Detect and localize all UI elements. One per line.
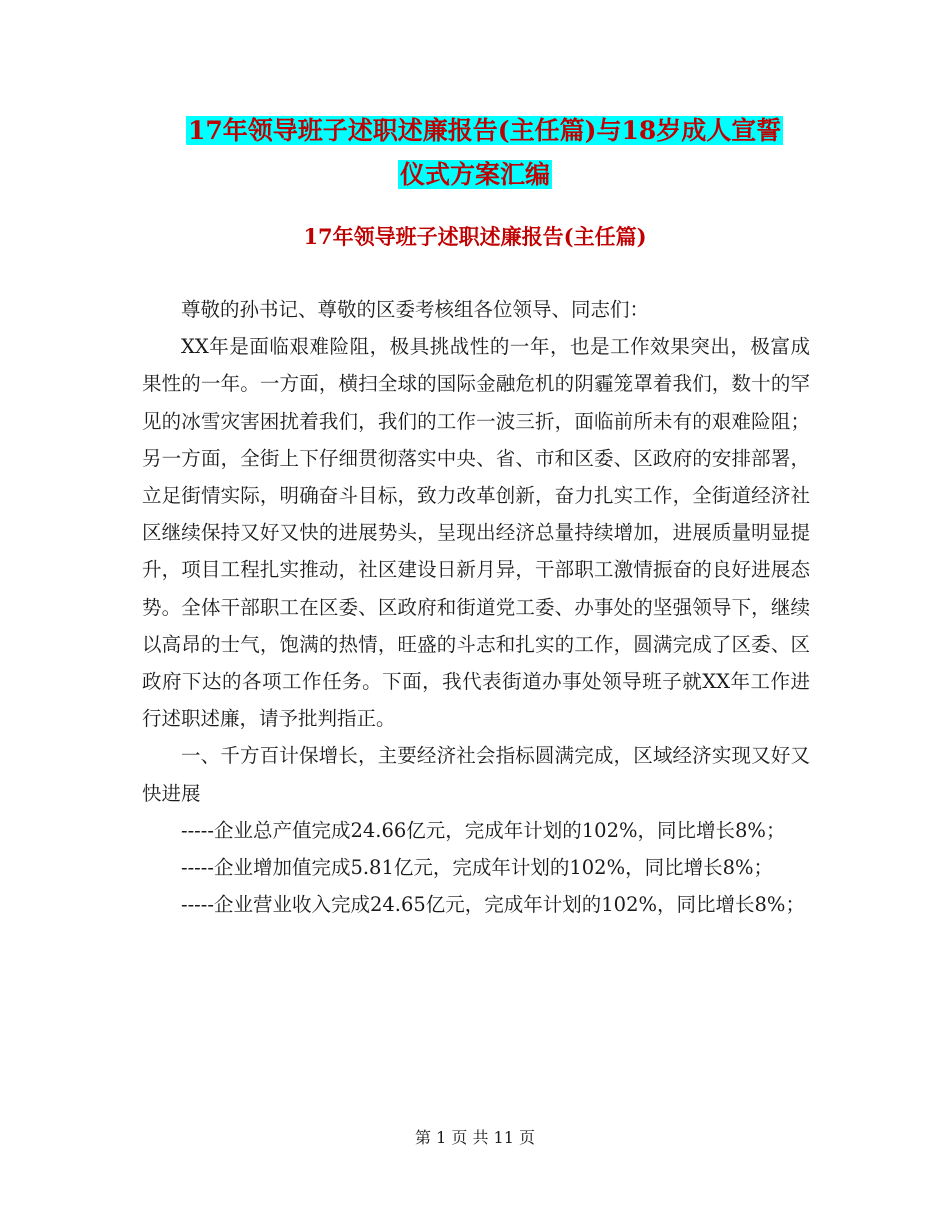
salutation-paragraph: 尊敬的孙书记、尊敬的区委考核组各位领导、同志们：: [181, 298, 650, 321]
document-body: [142, 291, 810, 923]
page-footer: 第 1 页 共 11 页: [415, 1128, 535, 1147]
section-subtitle: 17年领导班子述职述廉报告(主任篇): [303, 224, 647, 249]
intro-paragraph: XX年是面临艰难险阻，极具挑战性的一年，也是工作效果突出，极富成果性的一年。一方面，横扫全球的国际金融危机的阴霾笼罩着我们，数十的罕见的冰雪灾害困扰着我们，我们的工作一波三折，面临前所未有的艰难险阻；另一方面，全街上下仔细贯彻落实中央、省、市和区委、区政府的安排部署，立足街情实际，明确奋斗目标，致力改革创新，奋力扎实工作，全街道经济社区继续保持又好又快的进展势头，呈现出经济总量持续增加，进展质量明显提升，项目工程扎实推动，社区建设日新月异，干部职工激情振奋的良好进展态势。全体干部职工在区委、区政府和街道党工委、办事处的坚强领导下，继续以高昂的士气，饱满的热情，旺盛的斗志和扎实的工作，圆满完成了区委、区政府下达的各项工作任务。下面，我代表街道办事处领导班子就XX年工作进行述职述廉，请予批判指正。: [142, 335, 810, 731]
document-title-line1: [186, 111, 783, 151]
section-heading-paragraph: 一、千方百计保增长，主要经济社会指标圆满完成，区域经济实现又好又快进展: [142, 744, 810, 805]
document-title-line2: [0, 155, 950, 195]
title-line2-text: 仪式方案汇编: [399, 160, 550, 189]
bullet-paragraph: -----企业增加值完成5.81亿元，完成年计划的102%，同比增长8%；: [181, 856, 774, 880]
title-line1-text: 17年领导班子述职述廉报告(主任篇)与18岁成人宣誓: [188, 116, 782, 145]
bullet-paragraph: -----企业营业收入完成24.65亿元，完成年计划的102%，同比增长8%；: [181, 893, 805, 917]
bullet-paragraph: -----企业总产值完成24.66亿元，完成年计划的102%，同比增长8%；: [181, 818, 786, 842]
